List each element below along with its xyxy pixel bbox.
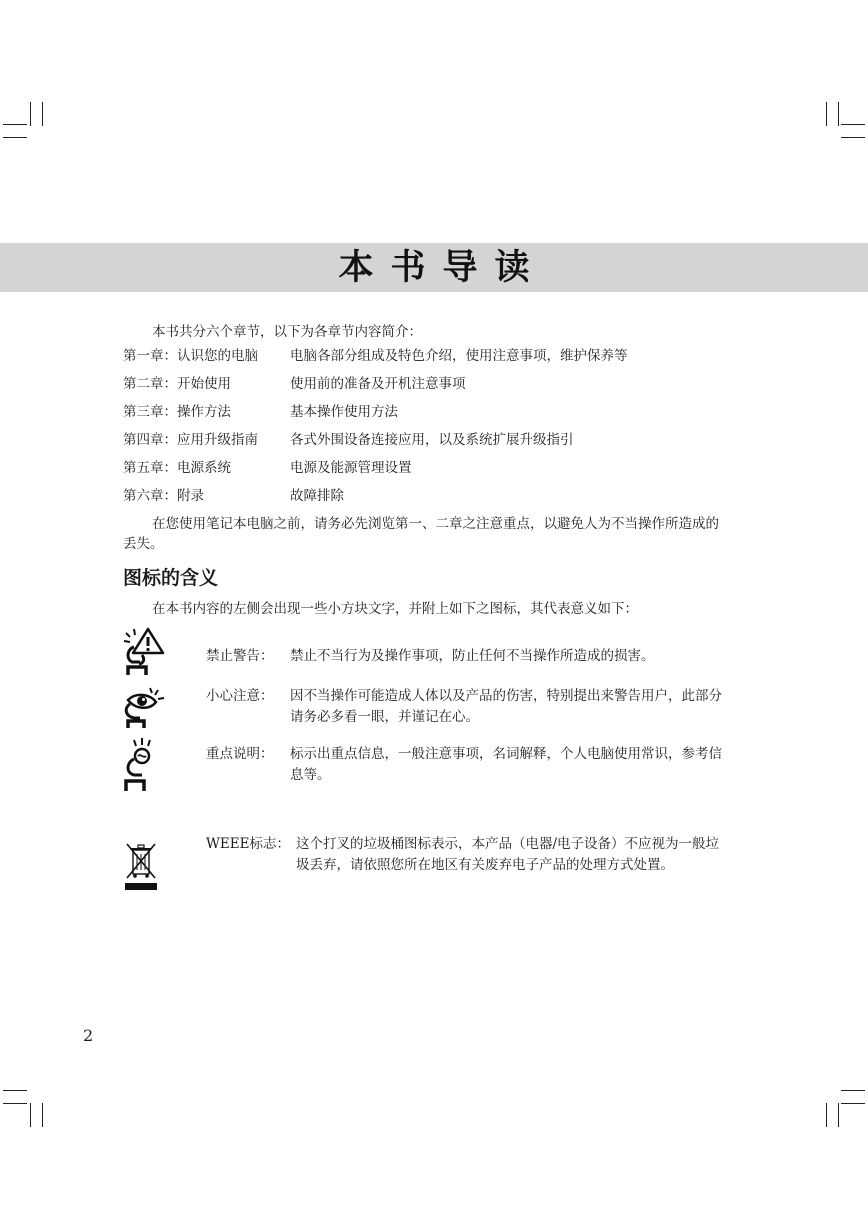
- icon-desc-weee: 这个打叉的垃圾桶图标表示，本产品（电器/电子设备）不应视为一般垃圾丢弃，请依照您所在地区有关废弃电子产品的处理方式处置。: [296, 836, 720, 873]
- lightbulb-person-icon: [122, 737, 156, 797]
- section-heading: 图标的含义: [123, 567, 219, 589]
- chapter-name: 第一章：认识您的电脑: [123, 348, 258, 364]
- warning-person-icon: [122, 627, 166, 681]
- icon-label-keypoint: 重点说明：: [206, 746, 274, 762]
- page-number: 2: [83, 1026, 94, 1045]
- chapter-desc: 各式外围设备连接应用，以及系统扩展升级指引: [290, 432, 574, 448]
- chapter-desc: 基本操作使用方法: [290, 404, 398, 420]
- chapter-desc: 电源及能源管理设置: [290, 460, 412, 476]
- icon-label-warning: 禁止警告：: [206, 648, 274, 664]
- chapter-desc: 电脑各部分组成及特色介绍，使用注意事项，维护保养等: [290, 348, 628, 364]
- intro-text: 本书共分六个章节，以下为各章节内容简介：: [152, 324, 422, 340]
- chapter-name: 第四章：应用升级指南: [123, 432, 258, 448]
- weee-crossed-bin-icon: [123, 838, 159, 898]
- section-intro: 在本书内容的左侧会出现一些小方块文字，并附上如下之图标，其代表意义如下：: [152, 601, 638, 617]
- icon-desc-keypoint: 标示出重点信息，一般注意事项，名词解释，个人电脑使用常识，参考信息等。: [290, 746, 722, 783]
- chapter-name: 第三章：操作方法: [123, 404, 231, 420]
- icon-label-caution: 小心注意：: [206, 688, 274, 704]
- chapter-name: 第六章：附录: [123, 488, 204, 504]
- chapter-desc: 故障排除: [290, 488, 344, 504]
- chapter-desc: 使用前的准备及开机注意事项: [290, 376, 466, 392]
- icon-label-weee: WEEE标志：: [206, 836, 290, 852]
- chapter-name: 第五章：电源系统: [123, 460, 231, 476]
- notice-paragraph: 在您使用笔记本电脑之前，请务必先浏览第一、二章之注意重点，以避免人为不当操作所造成的丢失。: [123, 516, 719, 552]
- chapter-name: 第二章：开始使用: [123, 376, 231, 392]
- eye-person-icon: [122, 686, 166, 734]
- icon-desc-warning: 禁止不当行为及操作事项，防止任何不当操作所造成的损害。: [290, 648, 655, 664]
- page-title: 本书导读: [338, 247, 547, 288]
- icon-desc-caution: 因不当操作可能造成人体以及产品的伤害，特别提出来警告用户，此部分请务必多看一眼，并谨记在心。: [290, 688, 722, 725]
